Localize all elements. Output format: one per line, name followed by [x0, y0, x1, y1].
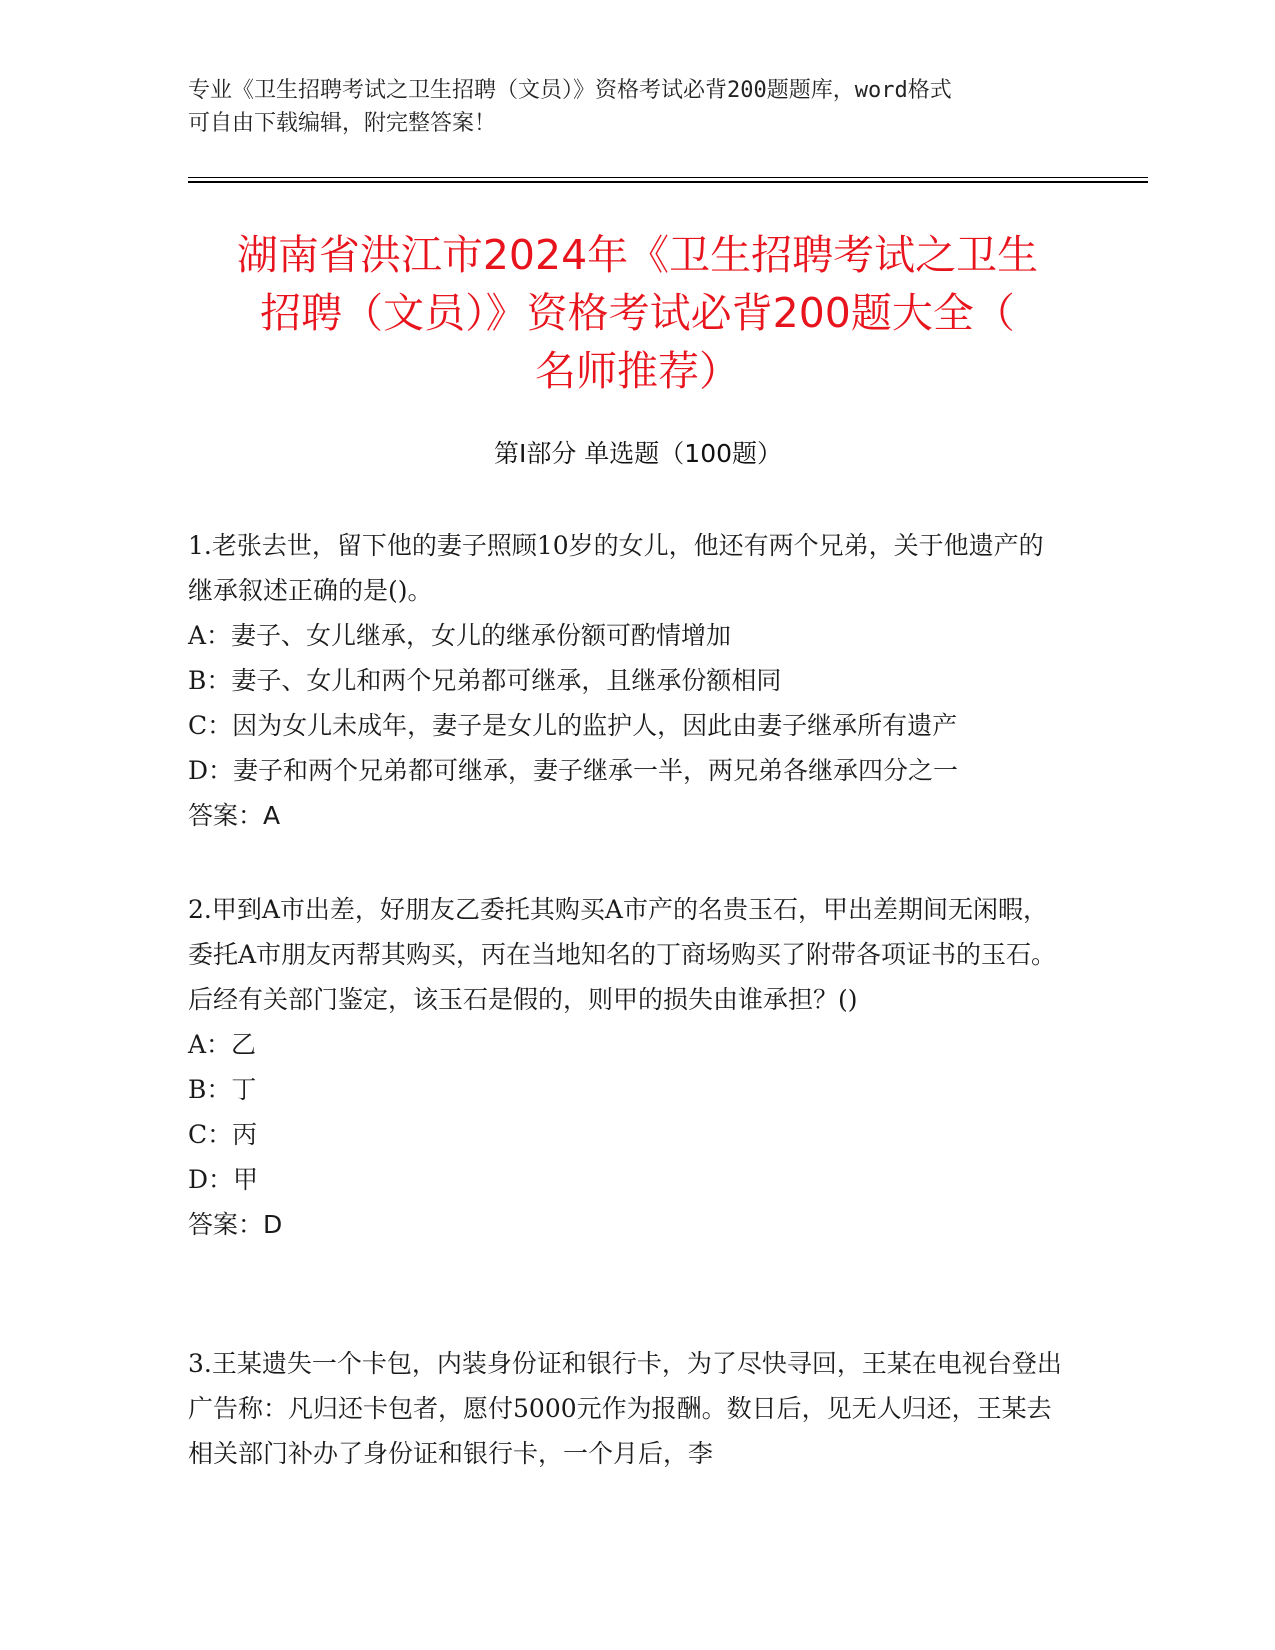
question-option: B：丁	[188, 1075, 257, 1104]
question-stem: 3.王某遗失一个卡包，内装身份证和银行卡，为了尽快寻回，王某在电视台登出广告称：凡归还卡包者，愿付5000元作为报酬。数日后，见无人归还，王某去相关部门补办了身份证和银行卡，一个月后，李	[188, 1349, 1062, 1468]
question-item	[188, 523, 1068, 838]
question-option: C：丙	[188, 1120, 258, 1149]
question-option: B：妻子、女儿和两个兄弟都可继承，且继承份额相同	[188, 666, 782, 695]
title-line: 招聘（文员）》资格考试必背200题大全（	[260, 289, 1015, 337]
header-note	[188, 74, 1068, 140]
title-line: 名师推荐）	[535, 347, 740, 395]
question-option: D：妻子和两个兄弟都可继承，妻子继承一半，两兄弟各继承四分之一	[188, 756, 959, 785]
header-divider-thin	[188, 177, 1148, 178]
question-item	[188, 887, 1068, 1247]
question-stem: 2.甲到A市出差，好朋友乙委托其购买A市产的名贵玉石，甲出差期间无闲暇，委托A市朋友丙帮其购买，丙在当地知名的丁商场购买了附带各项证书的玉石。后经有关部门鉴定，该玉石是假的，则甲的损失由谁承担？()	[188, 895, 1057, 1014]
title-line: 湖南省洪江市2024年《卫生招聘考试之卫生	[236, 231, 1039, 279]
question-option: A：妻子、女儿继承，女儿的继承份额可酌情增加	[188, 621, 732, 650]
header-divider-thick	[188, 181, 1148, 183]
question-answer: 答案：D	[188, 1210, 283, 1239]
document-title	[150, 226, 1125, 400]
question-option: D：甲	[188, 1165, 259, 1194]
header-note-line: 专业《卫生招聘考试之卫生招聘（文员）》资格考试必背200题题库，word格式	[188, 78, 952, 103]
section-heading: 第Ⅰ部分 单选题（100题）	[493, 439, 783, 468]
question-item	[188, 1341, 1068, 1476]
question-option: A：乙	[188, 1030, 257, 1059]
question-stem: 1.老张去世，留下他的妻子照顾10岁的女儿，他还有两个兄弟，关于他遗产的继承叙述正确的是()。	[188, 531, 1044, 605]
header-note-line: 可自由下载编辑，附完整答案！	[188, 111, 497, 136]
question-option: C：因为女儿未成年，妻子是女儿的监护人，因此由妻子继承所有遗产	[188, 711, 958, 740]
question-answer: 答案：A	[188, 801, 281, 830]
